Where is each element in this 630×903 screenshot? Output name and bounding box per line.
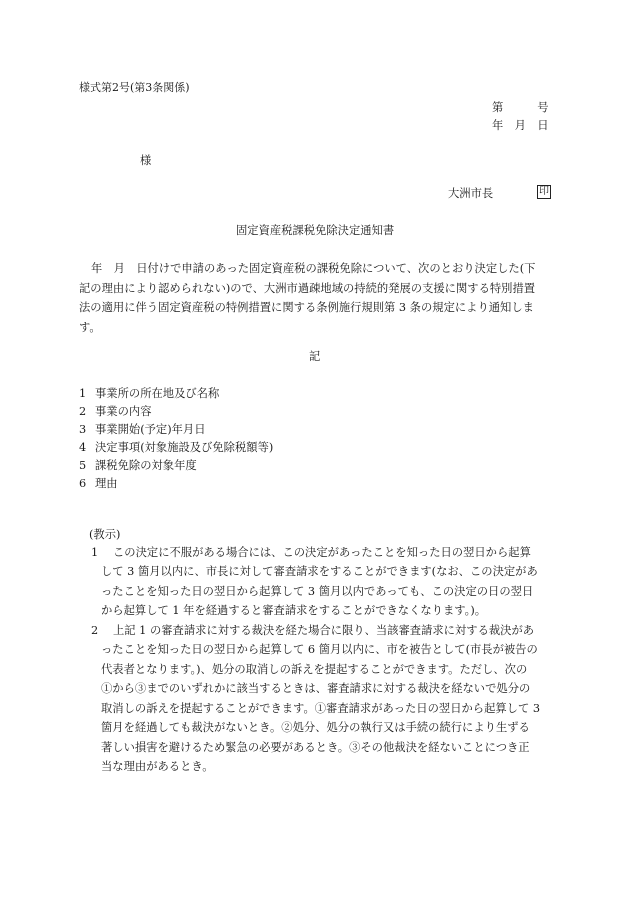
notice-1-line-3: ったことを知った日の翌日から起算して 3 箇月以内であっても、この決定の日の翌日	[101, 584, 534, 598]
issue-date: 年 月 日	[492, 119, 549, 132]
document-number: 第 号	[492, 101, 549, 114]
item-number: 6	[79, 477, 87, 490]
item-label: 課税免除の対象年度	[95, 459, 197, 472]
notice-1-line-2: して 3 箇月以内に、市長に対して審査請求をすることができます(なお、この決定があ	[101, 565, 538, 578]
body-line-1: 年 月 日付けで申請のあった固定資産税の課税免除について、次のとおり決定した(下	[91, 262, 536, 275]
notice-2-line-4: ①から③までのいずれかに該当するときは、審査請求に対する裁決を経ないで処分の	[101, 682, 531, 695]
body-line-4: す。	[79, 320, 101, 334]
item-number: 2	[79, 405, 87, 418]
list-item	[79, 405, 152, 419]
notice-1-number: 1	[91, 545, 99, 559]
addressee-suffix: 様	[140, 154, 152, 167]
notice-2-line-3: 代表者となります。)、処分の取消しの訴えを提起することができます。ただし、次の	[101, 662, 528, 676]
list-item	[79, 441, 273, 455]
item-number: 1	[79, 387, 87, 400]
notice-1-line-1: この決定に不服がある場合には、この決定があったことを知った日の翌日から起算	[113, 545, 531, 559]
item-label: 事業所の所在地及び名称	[95, 387, 220, 400]
list-item	[79, 423, 206, 437]
body-line-2: 記の理由により認められない)ので、大洲市過疎地域の持続的発展の支援に関する特別措置	[79, 281, 536, 295]
notice-heading: (教示)	[89, 528, 121, 541]
item-label: 決定事項(対象施設及び免除税額等)	[95, 441, 274, 454]
item-number: 4	[79, 441, 87, 454]
notice-2-number: 2	[91, 623, 99, 637]
item-number: 3	[79, 423, 87, 436]
notice-2-line-5: 取消しの訴えを提起することができます。①審査請求があった日の翌日から起算して 3	[101, 701, 541, 715]
list-item	[79, 477, 118, 491]
item-label: 事業開始(予定)年月日	[95, 423, 206, 436]
ki-heading: 記	[309, 350, 321, 363]
item-label: 理由	[95, 477, 118, 490]
notice-1-line-4: から起算して 1 年を経過すると審査請求をすることができなくなります。)。	[101, 604, 487, 617]
notice-2-line-6: 箇月を経過しても裁決がないとき。②処分、処分の執行又は手続の続行により生ずる	[101, 721, 530, 734]
notice-2-line-8: 当な理由があるとき。	[101, 760, 214, 773]
document-title: 固定資産税課税免除決定通知書	[236, 224, 395, 237]
item-number: 5	[79, 459, 87, 472]
notice-2-line-1: 上記 1 の審査請求に対する裁決を経た場合に限り、当該審査請求に対する裁決があ	[113, 623, 535, 637]
notice-2-line-2: ったことを知った日の翌日から起算して 6 箇月以内に、市を被告として(市長が被告の	[101, 643, 538, 656]
list-item	[79, 387, 219, 401]
body-line-3: 法の適用に伴う固定資産税の特例措置に関する条例施行規則第 3 条の規定により通知しま	[79, 301, 534, 314]
seal-mark: 印	[539, 186, 549, 197]
item-label: 事業の内容	[95, 405, 152, 418]
notice-2-line-7: 著しい損害を避けるため緊急の必要があるとき。③その他裁決を経ないことにつき正	[101, 740, 530, 754]
issuer-name: 大洲市長	[448, 187, 494, 200]
list-item	[79, 459, 197, 473]
form-label: 様式第2号(第3条関係)	[79, 81, 190, 94]
